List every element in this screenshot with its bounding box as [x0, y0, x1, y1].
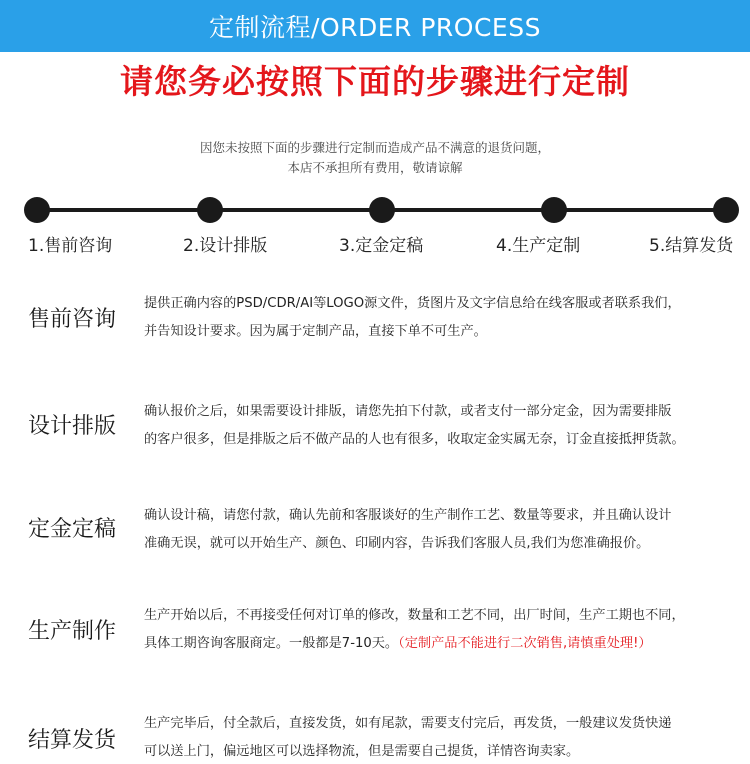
header-bar	[0, 0, 750, 52]
step-dot-2	[197, 197, 223, 223]
section-title: 售前咨询	[28, 307, 117, 332]
section-text-line-2	[144, 630, 740, 658]
section-text-line-1: 提供正确内容的PSD/CDR/AI等LOGO源文件，货图片及文字信息给在线客服或者联系我们，	[144, 296, 681, 311]
section-title: 结算发货	[28, 728, 117, 753]
section-text	[144, 502, 740, 558]
notice-line-2: 本店不承担所有费用，敬请谅解	[287, 160, 463, 175]
section-text-line-2: 的客户很多，但是排版之后不做产品的人也有很多，收取定金实属无奈，订金直接抵押货款。	[144, 432, 685, 447]
step-dot-3	[369, 197, 395, 223]
step-label-2: 2.设计排版	[183, 236, 268, 256]
step-dot-1	[24, 197, 50, 223]
section-text-line-2: 准确无误，就可以开始生产、颜色、印刷内容，告诉我们客服人员,我们为您准确报价。	[144, 536, 650, 551]
section-text	[144, 398, 740, 454]
section-title: 定金定稿	[28, 517, 117, 542]
step-label-1: 1.售前咨询	[28, 236, 113, 256]
step-label-4: 4.生产定制	[496, 236, 581, 256]
step-label-3: 3.定金定稿	[339, 236, 424, 256]
section-text-line-1: 生产开始以后，不再接受任何对订单的修改，数量和工艺不同，出厂时间，生产工期也不同，	[144, 608, 685, 623]
notice	[0, 138, 750, 178]
step-label-5: 5.结算发货	[649, 236, 734, 256]
header-title: 定制流程/ORDER PROCESS	[209, 13, 541, 42]
section-text-line-1: 确认报价之后，如果需要设计排版，请您先拍下付款，或者支付一部分定金，因为需要排版	[144, 404, 672, 419]
section-text	[144, 290, 740, 346]
warning-text: （定制产品不能进行二次销售,请慎重处理!）	[398, 636, 652, 651]
section-text-line-1: 生产完毕后，付全款后，直接发货，如有尾款，需要支付完后，再发货，一般建议发货快递	[144, 716, 672, 731]
section-title: 设计排版	[28, 414, 117, 439]
notice-line-1: 因您未按照下面的步骤进行定制而造成产品不满意的退货问题，	[199, 140, 550, 155]
section-text	[144, 602, 740, 658]
section-text-line-2: 可以送上门，偏远地区可以选择物流，但是需要自己提货，详情咨询卖家。	[144, 744, 580, 759]
section-text-line-2-main: 具体工期咨询客服商定。一般都是7-10天。	[144, 636, 399, 651]
step-dot-4	[541, 197, 567, 223]
section-text-line-2: 并告知设计要求。因为属于定制产品，直接下单不可生产。	[144, 324, 487, 339]
section-title: 生产制作	[28, 619, 117, 644]
section-text-line-1: 确认设计稿，请您付款，确认先前和客服谈好的生产制作工艺、数量等要求，并且确认设计	[144, 508, 672, 523]
main-title: 请您务必按照下面的步骤进行定制	[120, 62, 630, 101]
step-dot-5	[713, 197, 739, 223]
section-text	[144, 710, 740, 764]
